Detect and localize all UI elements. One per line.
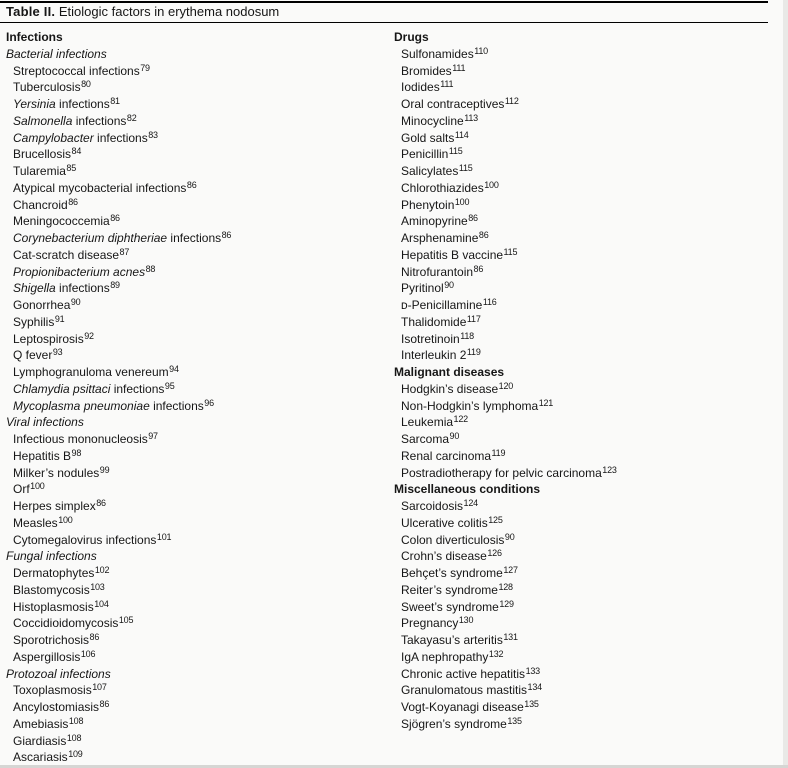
item-italic-text: Chlamydia psittaci [13, 381, 111, 396]
reference-superscript: 92 [84, 330, 94, 341]
table-item: Bromides$^{111}$ [401, 62, 466, 78]
reference-superscript: 113 [464, 112, 478, 123]
table-item: Mycoplasma pneumoniae infections$^{96}$ [13, 397, 214, 413]
reference-superscript: 109 [68, 749, 83, 760]
table-item: Chlamydia psittaci infections$^{95}$ [13, 380, 175, 396]
reference-superscript: 125 [488, 514, 503, 525]
reference-superscript: 90 [444, 280, 454, 291]
table-item: Measles$^{100}$ [13, 514, 73, 530]
reference-superscript: 112 [504, 96, 519, 106]
reference-superscript: 131 [503, 632, 518, 642]
table-item: Infectious mononucleosis$^{97}$ [13, 431, 158, 446]
table-item: IgA nephropathy$^{132}$ [401, 648, 504, 664]
table-item: Tuberculosis$^{80}$ [13, 79, 91, 95]
reference-superscript: 135 [524, 699, 539, 709]
table-item: Sporotrichosis$^{86}$ [13, 632, 100, 647]
item-italic-text: Propionibacterium acnes [13, 264, 146, 279]
table-item: Renal carcinoma$^{119}$ [401, 447, 506, 463]
reference-superscript: 82 [126, 112, 137, 123]
item-italic-text: Shigella [13, 281, 56, 296]
group-subheader: Viral infections [6, 415, 84, 430]
reference-superscript: 119 [466, 347, 481, 358]
table-item: Campylobacter infections$^{83}$ [13, 129, 158, 145]
reference-superscript: 118 [460, 330, 474, 341]
table-item: Cat-scratch disease$^{87}$ [13, 246, 130, 262]
reference-superscript: 105 [118, 615, 134, 626]
reference-superscript: 86 [99, 699, 110, 709]
table-item: Gonorrhea$^{90}$ [13, 297, 81, 312]
reference-superscript: 133 [525, 665, 540, 676]
table-item: Dermatophytes$^{102}$ [13, 565, 110, 580]
reference-superscript: 101 [156, 531, 172, 542]
reference-superscript: 124 [463, 498, 478, 508]
reference-superscript: 80 [81, 79, 91, 90]
table-item: Vogt-Koyanagi disease$^{135}$ [401, 699, 539, 714]
table-item: Leptospirosis$^{92}$ [13, 330, 94, 346]
table-item: Q fever$^{93}$ [13, 347, 63, 363]
reference-superscript: 89 [110, 280, 120, 291]
reference-superscript: 103 [90, 581, 105, 592]
table-item: Oral contraceptives$^{112}$ [401, 96, 519, 111]
reference-superscript: 115 [448, 146, 463, 157]
table-item: Ulcerative colitis$^{125}$ [401, 514, 503, 530]
reference-superscript: 88 [145, 263, 156, 274]
reference-superscript: 87 [119, 246, 130, 257]
reference-superscript: 86 [186, 179, 197, 190]
reference-superscript: 120 [498, 380, 514, 391]
table-item: Sarcoma$^{90}$ [401, 431, 460, 446]
reference-superscript: 90 [449, 431, 460, 441]
table-item: Takayasu’s arteritis$^{131}$ [401, 632, 518, 647]
reference-superscript: 121 [538, 397, 554, 408]
scan-edge-right [783, 0, 788, 768]
reference-superscript: 111 [440, 79, 454, 90]
table-item [6, 264, 394, 281]
table-item: Phenytoin$^{100}$ [401, 196, 470, 212]
table-item: Streptococcal infections$^{79}$ [13, 62, 150, 78]
reference-superscript: 86 [96, 498, 106, 508]
table-item: Sjögren’s syndrome$^{135}$ [401, 715, 522, 731]
section-header: Infections [6, 30, 63, 44]
reference-superscript: 86 [473, 263, 484, 274]
table-item: Reiter’s syndrome$^{128}$ [401, 581, 513, 597]
reference-superscript: 111 [452, 62, 466, 73]
reference-superscript: 84 [71, 146, 82, 157]
reference-superscript: 96 [204, 397, 214, 408]
table-item: Chlorothiazides$^{100}$ [401, 179, 499, 195]
reference-superscript: 99 [99, 464, 110, 475]
table-number: Table II. [6, 4, 56, 19]
table-item: Hodgkin’s disease$^{120}$ [401, 380, 514, 396]
table-item: Syphilis$^{91}$ [13, 313, 65, 329]
table-caption: Etiologic factors in erythema nodosum [58, 4, 280, 19]
reference-superscript: 90 [504, 531, 515, 542]
item-italic-text: Salmonella [13, 113, 73, 128]
reference-superscript: 91 [54, 313, 65, 324]
reference-superscript: 79 [140, 62, 150, 73]
table-item: Interleukin 2$^{119}$ [401, 347, 481, 363]
item-italic-text: Campylobacter [13, 130, 94, 145]
reference-superscript: 115 [458, 163, 473, 173]
reference-superscript: 81 [110, 96, 120, 106]
table-item: Leukemia$^{122}$ [401, 414, 468, 430]
table-item: Atypical mycobacterial infections$^{86}$ [13, 179, 197, 195]
table-item: Aspergillosis$^{106}$ [13, 648, 96, 664]
reference-superscript: 134 [527, 682, 542, 693]
table-item: Lymphogranuloma venereum$^{94}$ [13, 364, 179, 379]
reference-superscript: 128 [498, 581, 513, 592]
table-item: Salmonella infections$^{82}$ [13, 112, 137, 128]
group-subheader: Protozoal infections [6, 666, 111, 681]
reference-superscript: 94 [169, 364, 179, 374]
reference-superscript: 97 [148, 431, 158, 441]
table-item: Blastomycosis$^{103}$ [13, 581, 105, 597]
reference-superscript: 108 [66, 732, 82, 743]
reference-superscript: 95 [164, 380, 175, 391]
table-item: Herpes simplex$^{86}$ [13, 498, 106, 513]
reference-superscript: 93 [52, 347, 63, 358]
reference-superscript: 126 [487, 548, 502, 559]
table-item: Toxoplasmosis$^{107}$ [13, 682, 107, 698]
title-rule [0, 22, 768, 23]
reference-superscript: 86 [468, 213, 478, 224]
table-item: Hepatitis B$^{98}$ [13, 447, 82, 463]
reference-superscript: 117 [466, 313, 481, 324]
table-item: Postradiotherapy for pelvic carcinoma$^{123}$ [401, 464, 617, 480]
table-item: Chronic active hepatitis$^{133}$ [401, 665, 540, 681]
table-item: Iodides$^{111}$ [401, 79, 454, 95]
table-item: Chancroid$^{86}$ [13, 196, 78, 212]
reference-superscript: 86 [221, 230, 232, 240]
reference-superscript: 132 [488, 648, 504, 659]
table-item: Isotretinoin$^{118}$ [401, 330, 474, 346]
reference-superscript: 100 [58, 514, 73, 525]
reference-superscript: 106 [80, 648, 96, 659]
table-item: Thalidomide$^{117}$ [401, 313, 481, 329]
table-item: Sarcoidosis$^{124}$ [401, 498, 478, 513]
table-item: Giardiasis$^{108}$ [13, 732, 82, 748]
table-item: Meningococcemia$^{86}$ [13, 213, 120, 229]
table-item: Yersinia infections$^{81}$ [13, 96, 120, 111]
table-item: Coccidioidomycosis$^{105}$ [13, 615, 134, 631]
group-subheader: Bacterial infections [6, 46, 107, 61]
table-item: Non-Hodgkin’s lymphoma$^{121}$ [401, 397, 554, 413]
reference-superscript: 90 [70, 297, 81, 307]
reference-superscript: 86 [478, 230, 489, 240]
table-item: Ascariasis$^{109}$ [13, 749, 83, 765]
table-item: Hepatitis B vaccine$^{115}$ [401, 246, 518, 262]
table-item: Minocycline$^{113}$ [401, 112, 478, 128]
table-item: Shigella infections$^{89}$ [13, 280, 120, 296]
table-item: Nitrofurantoin$^{86}$ [401, 263, 484, 279]
section-header: Malignant diseases [394, 365, 505, 379]
table-item: Sweet’s syndrome$^{129}$ [401, 598, 514, 614]
table-item: Ancylostomiasis$^{86}$ [13, 699, 110, 714]
reference-superscript: 123 [602, 464, 617, 475]
reference-superscript: 100 [484, 179, 499, 190]
table-item: Corynebacterium diphtheriae infections$^{86}$ [13, 230, 232, 245]
reference-superscript: 83 [148, 129, 158, 140]
reference-superscript: 114 [454, 129, 469, 140]
reference-superscript: 85 [66, 163, 77, 173]
table-item: Amebiasis$^{108}$ [13, 715, 84, 731]
table-item: Tularemia$^{85}$ [13, 163, 77, 178]
table-item: Colon diverticulosis$^{90}$ [401, 531, 515, 547]
table-item: Pregnancy$^{130}$ [401, 615, 474, 631]
reference-superscript: 127 [503, 565, 518, 575]
reference-superscript: 122 [453, 414, 468, 425]
reference-superscript: 86 [110, 213, 120, 224]
table-item: Crohn’s disease$^{126}$ [401, 548, 502, 564]
item-italic-text: Mycoplasma pneumoniae [13, 398, 150, 413]
reference-superscript: 86 [89, 632, 100, 642]
table-item: Arsphenamine$^{86}$ [401, 230, 489, 245]
reference-superscript: 86 [68, 196, 78, 207]
reference-superscript: 135 [507, 715, 522, 726]
table-item: Cytomegalovirus infections$^{101}$ [13, 531, 172, 547]
table-item: Granulomatous mastitis$^{134}$ [401, 682, 542, 698]
table-item: Sulfonamides$^{110}$ [401, 45, 488, 61]
reference-superscript: 119 [491, 447, 506, 458]
section-header: Miscellaneous conditions [394, 482, 541, 497]
reference-superscript: 100 [454, 196, 470, 207]
reference-superscript: 129 [499, 598, 514, 609]
reference-superscript: 104 [94, 598, 109, 609]
table-body [6, 29, 784, 766]
reference-superscript: 115 [503, 246, 518, 257]
reference-superscript: 100 [30, 481, 45, 492]
reference-superscript: 102 [94, 565, 110, 575]
table-item: Penicillin$^{115}$ [401, 146, 463, 162]
table-title [6, 3, 279, 21]
group-subheader: Fungal infections [6, 549, 97, 564]
table-item: Gold salts$^{114}$ [401, 129, 469, 145]
reference-superscript: 98 [71, 447, 82, 458]
table-item: Aminopyrine$^{86}$ [401, 213, 478, 229]
reference-superscript: 107 [92, 682, 107, 693]
table-item: ᴅ-Penicillamine$^{116}$ [401, 297, 497, 312]
table-item: Behçet’s syndrome$^{127}$ [401, 565, 518, 580]
reference-superscript: 130 [458, 615, 474, 626]
reference-superscript: 110 [474, 45, 488, 56]
column-2 [394, 29, 784, 733]
reference-superscript: 108 [68, 715, 84, 726]
reference-superscript: 116 [482, 297, 497, 307]
item-italic-text: Corynebacterium diphtheriae [13, 231, 168, 245]
table-item: Brucellosis$^{84}$ [13, 146, 82, 162]
table-item: Orf$^{100}$ [13, 481, 45, 497]
item-italic-text: Yersinia [13, 97, 56, 111]
table-item: Milker’s nodules$^{99}$ [13, 464, 110, 480]
section-header: Drugs [394, 30, 429, 44]
table-item: Pyritinol$^{90}$ [401, 280, 454, 296]
column-1 [6, 29, 394, 766]
table-item: Salicylates$^{115}$ [401, 163, 473, 178]
table-item: Histoplasmosis$^{104}$ [13, 598, 109, 614]
